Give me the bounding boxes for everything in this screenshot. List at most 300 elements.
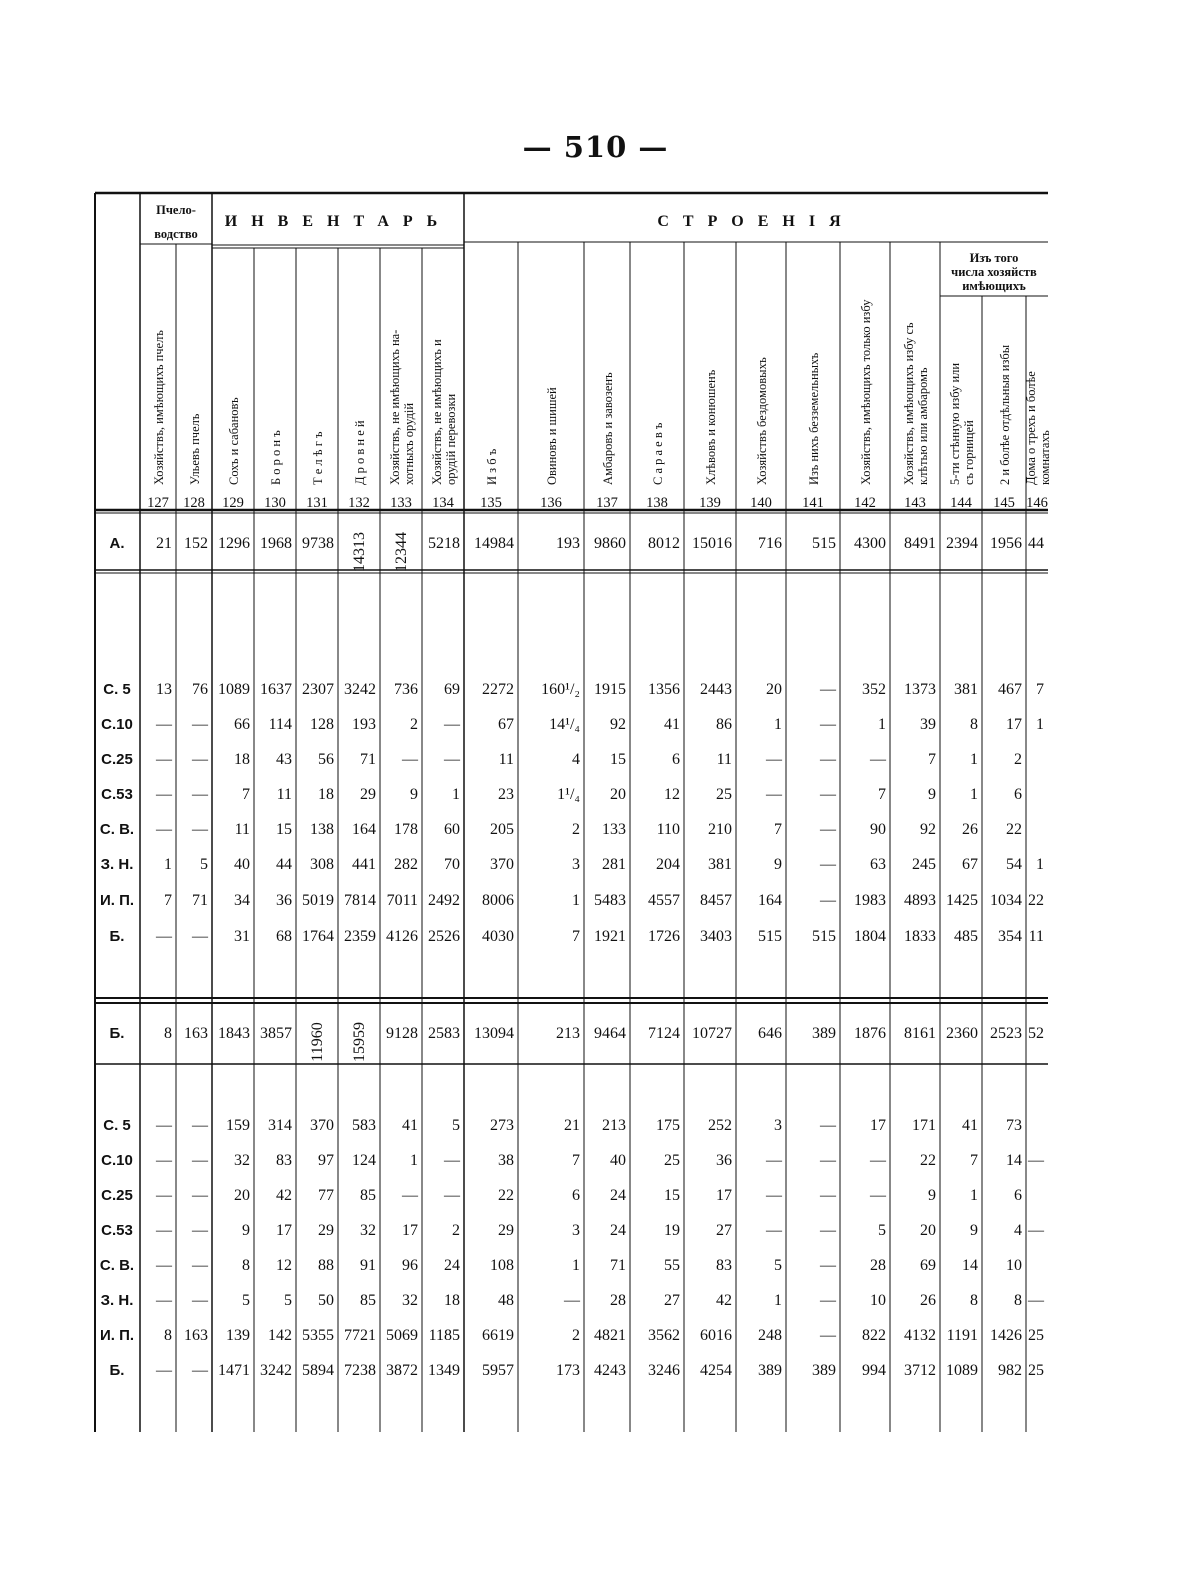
table-row-cell: 63 [870, 856, 886, 873]
table-row-cell: — [820, 821, 836, 838]
section-total-row-cell: 646 [758, 1025, 782, 1042]
table-row-cell: 18 [318, 786, 334, 803]
table-row-cell: 2 [572, 821, 580, 838]
table-row-cell: 11 [1028, 928, 1044, 945]
table-row-cell: 7 [928, 751, 936, 768]
table-row-cell: 1764 [302, 928, 334, 945]
table-row-cell: 11 [234, 821, 250, 838]
table-row-cell: — [820, 751, 836, 768]
table-row-cell: 8 [242, 1257, 250, 1274]
table-row-cell: — [766, 1187, 782, 1204]
table-row-cell: 163 [184, 1327, 208, 1344]
table-row-cell: 77 [318, 1187, 334, 1204]
table-row-cell: 204 [656, 856, 680, 873]
table-row-cell: 160¹/₂ [541, 681, 580, 698]
table-row-cell: 467 [998, 681, 1022, 698]
section-total-row-cell: 12344 [393, 532, 410, 572]
table-row-cell: 3246 [648, 1362, 680, 1379]
section-total-row-cell: 8 [164, 1025, 172, 1042]
table-row-cell: 7 [572, 1152, 580, 1169]
table-row-cell: — [156, 821, 172, 838]
table-row-cell: 17 [1006, 716, 1022, 733]
table-row-cell: 22 [1006, 821, 1022, 838]
table-row-cell: 4 [572, 751, 580, 768]
table-row-cell: 28 [870, 1257, 886, 1274]
section-total-row-cell: 2394 [946, 535, 978, 552]
table-row-cell: — [820, 1117, 836, 1134]
table-row-cell: 21 [564, 1117, 580, 1134]
table-row-cell: — [870, 1187, 886, 1204]
table-row-cell: 3 [572, 856, 580, 873]
table-row-cell: 9 [970, 1222, 978, 1239]
table-row-cell: 1 [572, 892, 580, 909]
table-row-cell: 43 [276, 751, 292, 768]
table-row-cell: 1 [970, 1187, 978, 1204]
table-row-cell: 18 [444, 1292, 460, 1309]
table-row-cell: 1 [452, 786, 460, 803]
table-row-cell: 173 [556, 1362, 580, 1379]
column-number-141: 141 [802, 495, 824, 511]
column-number-130: 130 [264, 495, 286, 511]
column-number-136: 136 [540, 495, 562, 511]
table-row-cell: — [192, 928, 208, 945]
table-row-cell: 441 [352, 856, 376, 873]
table-row-cell: 6016 [700, 1327, 732, 1344]
table-row-cell: 22 [498, 1187, 514, 1204]
table-row-cell: 352 [862, 681, 886, 698]
table-row-cell: 1 [774, 716, 782, 733]
table-row-cell: 1191 [946, 1327, 978, 1344]
table-row-cell: 32 [360, 1222, 376, 1239]
table-row-cell: 1 [878, 716, 886, 733]
table-row-cell: 22 [1028, 892, 1044, 909]
table-row-cell: 24 [444, 1257, 460, 1274]
table-row-cell: 42 [716, 1292, 732, 1309]
table-row-cell: 4254 [700, 1362, 732, 1379]
table-row-cell: — [156, 1187, 172, 1204]
table-row-cell: 2359 [344, 928, 376, 945]
table-row-cell: 822 [862, 1327, 886, 1344]
column-header-139: Хлѣвовъ и конюшенъ [704, 369, 718, 485]
table-row-cell: 381 [954, 681, 978, 698]
table-row-cell: 48 [498, 1292, 514, 1309]
table-row-cell: 97 [318, 1152, 334, 1169]
table-row-cell: 68 [276, 928, 292, 945]
table-row-cell: — [192, 786, 208, 803]
table-row-cell: — [444, 1187, 460, 1204]
section-total-row-cell: 163 [184, 1025, 208, 1042]
table-row-cell: 22 [920, 1152, 936, 1169]
table-row-cell: 85 [360, 1292, 376, 1309]
table-row-cell: 11 [276, 786, 292, 803]
table-row-cell: 245 [912, 856, 936, 873]
section-total-row-cell: 1876 [854, 1025, 886, 1042]
column-header-128: Ульевъ пчелъ [188, 413, 202, 485]
table-row-cell: 41 [962, 1117, 978, 1134]
table-row-cell: 5355 [302, 1327, 334, 1344]
table-row-cell: 193 [352, 716, 376, 733]
column-header-133: хотныхъ орудiй [402, 402, 416, 485]
table-row-cell: 7 [242, 786, 250, 803]
table-row-cell: 583 [352, 1117, 376, 1134]
table-row-cell: 28 [610, 1292, 626, 1309]
table-row-cell: 142 [268, 1327, 292, 1344]
table-row-cell: 4030 [482, 928, 514, 945]
table-row-cell: 1426 [990, 1327, 1022, 1344]
table-row-cell: — [564, 1292, 580, 1309]
table-row-cell: 76 [192, 681, 208, 698]
table-row-cell: 178 [394, 821, 418, 838]
table-row-cell: 282 [394, 856, 418, 873]
table-row-cell: 32 [402, 1292, 418, 1309]
table-row-cell: 1637 [260, 681, 292, 698]
table-row-cell: 1 [410, 1152, 418, 1169]
column-header-137: Амбаровъ и завозенъ [601, 372, 615, 485]
table-row-cell: 36 [276, 892, 292, 909]
section-total-row-cell: 1296 [218, 535, 250, 552]
table-row-cell: 2307 [302, 681, 334, 698]
table-row-cell: 8 [970, 716, 978, 733]
table-row-cell: 24 [610, 1187, 626, 1204]
table-row-cell: 314 [268, 1117, 292, 1134]
table-row-cell: 25 [1028, 1362, 1044, 1379]
table-row-cell: 5 [774, 1257, 782, 1274]
table-row-cell: 273 [490, 1117, 514, 1134]
table-row-cell: 20 [610, 786, 626, 803]
table-row-cell: 29 [498, 1222, 514, 1239]
table-row-cell: 3872 [386, 1362, 418, 1379]
section-total-row-cell: 1956 [990, 535, 1022, 552]
column-number-135: 135 [480, 495, 502, 511]
column-header-138: С а р а е в ъ [651, 422, 665, 485]
table-row-cell: — [1028, 1152, 1044, 1169]
table-row-cell: 40 [234, 856, 250, 873]
table-row-cell: 14 [1006, 1152, 1022, 1169]
section-total-row-cell: 3857 [260, 1025, 292, 1042]
table-row-cell: 354 [998, 928, 1022, 945]
table-row-cell: 7 [878, 786, 886, 803]
column-header-146: Дома о трехъ и болѣе [1024, 371, 1038, 485]
table-row-cell: 4 [1014, 1222, 1022, 1239]
section-total-row-cell: 515 [812, 535, 836, 552]
section-total-row-cell: 8161 [904, 1025, 936, 1042]
buildings-group-title: СТРОЕНIЯ [657, 213, 855, 230]
table-row-cell: 18 [234, 751, 250, 768]
table-row-cell: 252 [708, 1117, 732, 1134]
column-number-144: 144 [950, 495, 972, 511]
table-row-cell: 139 [226, 1327, 250, 1344]
section-total-row-cell: 52 [1028, 1025, 1044, 1042]
table-row-cell: 26 [962, 821, 978, 838]
table-row-cell: 69 [444, 681, 460, 698]
section-total-row-cell: 389 [812, 1025, 836, 1042]
table-row-cell: 3712 [904, 1362, 936, 1379]
table-row-cell: 27 [716, 1222, 732, 1239]
table-row-cell: 6619 [482, 1327, 514, 1344]
table-row-cell: 14 [962, 1257, 978, 1274]
table-row-cell: — [820, 1292, 836, 1309]
section-total-row-cell: 152 [184, 535, 208, 552]
table-row-cell: 2 [1014, 751, 1022, 768]
table-row-cell: 1089 [218, 681, 250, 698]
table-row-cell: 6 [572, 1187, 580, 1204]
column-header-136: Овиновъ и шишей [545, 387, 559, 485]
beekeeping-group-title-1: Пчело- [156, 203, 196, 217]
table-row-cell: 36 [716, 1152, 732, 1169]
column-header-131: Т е л ѣ г ъ [311, 431, 325, 485]
table-row-cell: 994 [862, 1362, 886, 1379]
table-row-label: Б. [109, 928, 125, 945]
table-row-cell: 67 [962, 856, 978, 873]
table-row-cell: 5 [878, 1222, 886, 1239]
table-row-cell: 91 [360, 1257, 376, 1274]
table-row-cell: 5957 [482, 1362, 514, 1379]
table-row-cell: 210 [708, 821, 732, 838]
table-row-cell: 9 [928, 786, 936, 803]
table-row-cell: 8457 [700, 892, 732, 909]
table-row-cell: 25 [716, 786, 732, 803]
table-row-cell: 5 [284, 1292, 292, 1309]
section-total-row-cell: 2360 [946, 1025, 978, 1042]
subgroup-title-line: Изъ того [969, 251, 1019, 265]
table-row-cell: 56 [318, 751, 334, 768]
table-row-cell: — [192, 1117, 208, 1134]
table-row-cell: 370 [310, 1117, 334, 1134]
table-row-cell: 4126 [386, 928, 418, 945]
section-total-row-cell: 9860 [594, 535, 626, 552]
table-row-cell: 6 [1014, 1187, 1022, 1204]
table-row-cell: 25 [1028, 1327, 1044, 1344]
table-row-cell: 20 [920, 1222, 936, 1239]
column-header-144: 5-ти стѣнную избу или [948, 362, 962, 485]
table-row-cell: — [1028, 1292, 1044, 1309]
table-row-cell: 4893 [904, 892, 936, 909]
subgroup-title-line: числа хозяйств [951, 265, 1037, 279]
table-row-cell: 8 [164, 1327, 172, 1344]
table-row-cell: 83 [276, 1152, 292, 1169]
table-row-cell: 485 [954, 928, 978, 945]
table-row-cell: — [192, 821, 208, 838]
table-row-cell: 1089 [946, 1362, 978, 1379]
table-row-cell: 90 [870, 821, 886, 838]
table-row-cell: 8006 [482, 892, 514, 909]
table-row-cell: 124 [352, 1152, 376, 1169]
table-row-cell: 1034 [990, 892, 1022, 909]
table-row-cell: 25 [664, 1152, 680, 1169]
table-row-cell: 2 [410, 716, 418, 733]
table-row-cell: — [820, 1327, 836, 1344]
table-row-cell: 736 [394, 681, 418, 698]
table-row-cell: 3403 [700, 928, 732, 945]
table-row-cell: 83 [716, 1257, 732, 1274]
table-row-cell: 1804 [854, 928, 886, 945]
table-row-cell: 20 [766, 681, 782, 698]
table-row-cell: — [1028, 1222, 1044, 1239]
page-number: — 510 — [522, 130, 669, 164]
table-row-cell: — [870, 1152, 886, 1169]
table-row-label: С.53 [101, 1222, 133, 1239]
table-row-cell: — [192, 1222, 208, 1239]
table-row-cell: 38 [498, 1152, 514, 1169]
column-number-139: 139 [699, 495, 721, 511]
table-row-cell: 6 [672, 751, 680, 768]
section-total-row-label: А. [109, 535, 125, 552]
table-row-cell: 5894 [302, 1362, 334, 1379]
table-row-cell: 71 [610, 1257, 626, 1274]
table-row-cell: 175 [656, 1117, 680, 1134]
section-total-row-cell: 10727 [692, 1025, 732, 1042]
table-row-cell: — [192, 1362, 208, 1379]
table-row-cell: 15 [664, 1187, 680, 1204]
column-number-134: 134 [432, 495, 454, 511]
table-row-cell: 164 [758, 892, 782, 909]
section-total-row-label: Б. [109, 1025, 125, 1042]
table-row-cell: 1 [572, 1257, 580, 1274]
section-total-row-cell: 4300 [854, 535, 886, 552]
table-row-cell: — [820, 1187, 836, 1204]
table-row-cell: — [192, 1292, 208, 1309]
table-row-cell: 10 [1006, 1257, 1022, 1274]
table-row-cell: 7011 [386, 892, 418, 909]
table-row-cell: — [766, 1152, 782, 1169]
section-total-row-cell: 9738 [302, 535, 334, 552]
section-total-row-cell: 8012 [648, 535, 680, 552]
inventory-group-title: ИНВЕНТАРЬ [224, 213, 452, 230]
table-row-cell: — [820, 1152, 836, 1169]
table-row-cell: — [766, 751, 782, 768]
table-row-cell: 39 [920, 716, 936, 733]
table-row-cell: 19 [664, 1222, 680, 1239]
table-row-cell: 7 [572, 928, 580, 945]
column-number-127: 127 [147, 495, 169, 511]
table-row-cell: 1349 [428, 1362, 460, 1379]
table-row-cell: 29 [360, 786, 376, 803]
table-row-cell: 69 [920, 1257, 936, 1274]
table-row-cell: — [444, 751, 460, 768]
table-row-cell: 41 [402, 1117, 418, 1134]
column-header-142: Хозяйствъ, имѣющихъ только избу [859, 299, 873, 485]
table-row-cell: 42 [276, 1187, 292, 1204]
table-row-cell: 1471 [218, 1362, 250, 1379]
table-row-cell: — [766, 786, 782, 803]
table-row-cell: 138 [310, 821, 334, 838]
table-row-cell: 32 [234, 1152, 250, 1169]
table-row-cell: 7 [970, 1152, 978, 1169]
table-row-cell: 1726 [648, 928, 680, 945]
table-row-cell: 6 [1014, 786, 1022, 803]
table-row-cell: 1 [1036, 856, 1044, 873]
table-row-cell: — [820, 1257, 836, 1274]
table-row-cell: 2492 [428, 892, 460, 909]
beekeeping-group-title-2: водство [154, 227, 198, 241]
table-row-cell: 31 [234, 928, 250, 945]
table-row-cell: 23 [498, 786, 514, 803]
table-row-cell: 85 [360, 1187, 376, 1204]
section-total-row-cell: 14313 [351, 532, 368, 572]
section-total-row-cell: 14984 [474, 535, 514, 552]
table-row-cell: 24 [610, 1222, 626, 1239]
table-row-cell: 41 [664, 716, 680, 733]
section-total-row-cell: 8491 [904, 535, 936, 552]
section-total-row-cell: 716 [758, 535, 782, 552]
table-row-cell: 1 [970, 786, 978, 803]
table-row-cell: 1921 [594, 928, 626, 945]
table-row-cell: 71 [360, 751, 376, 768]
table-row-cell: — [402, 751, 418, 768]
table-row-cell: — [156, 1222, 172, 1239]
table-row-cell: 308 [310, 856, 334, 873]
table-row-cell: 96 [402, 1257, 418, 1274]
column-header-135: И з б ъ [485, 448, 499, 485]
table-row-cell: 982 [998, 1362, 1022, 1379]
table-row-label: С. В. [99, 1257, 135, 1274]
table-row-cell: 27 [664, 1292, 680, 1309]
table-row-cell: 5 [452, 1117, 460, 1134]
table-row-cell: 15 [276, 821, 292, 838]
column-header-133: Хозяйствъ, не имѣющихъ на- [388, 329, 402, 485]
column-number-129: 129 [222, 495, 244, 511]
table-row-cell: 67 [498, 716, 514, 733]
column-number-145: 145 [993, 495, 1015, 511]
section-total-row-cell: 11960 [309, 1022, 326, 1062]
section-total-row-cell: 2523 [990, 1025, 1022, 1042]
table-row-cell: 389 [812, 1362, 836, 1379]
table-row-cell: — [192, 1257, 208, 1274]
table-row-cell: 40 [610, 1152, 626, 1169]
table-row-cell: 3562 [648, 1327, 680, 1344]
subgroup-title-line: имѣющихъ [962, 279, 1026, 293]
table-row-cell: — [444, 1152, 460, 1169]
table-row-label: Б. [109, 1362, 125, 1379]
column-header-143: клѣтью или амбаромъ [916, 367, 930, 485]
table-row-cell: — [192, 1187, 208, 1204]
table-row-cell: 114 [268, 716, 292, 733]
table-row-cell: — [156, 1257, 172, 1274]
table-row-cell: 20 [234, 1187, 250, 1204]
table-row-cell: — [444, 716, 460, 733]
table-row-cell: 7 [1036, 681, 1044, 698]
table-row-cell: 1833 [904, 928, 936, 945]
column-number-131: 131 [306, 495, 328, 511]
table-row-cell: — [156, 928, 172, 945]
table-row-cell: 26 [920, 1292, 936, 1309]
table-row-cell: 281 [602, 856, 626, 873]
table-row-label: С.25 [101, 1187, 133, 1204]
table-row-cell: 10 [870, 1292, 886, 1309]
table-row-cell: 171 [912, 1117, 936, 1134]
table-row-label: С. 5 [103, 1117, 131, 1134]
section-total-row-cell: 1968 [260, 535, 292, 552]
table-row-cell: 92 [610, 716, 626, 733]
table-row-cell: — [820, 856, 836, 873]
column-header-140: Хозяйствъ бездомовыхъ [755, 357, 769, 485]
section-total-row-cell: 15016 [692, 535, 732, 552]
column-number-138: 138 [646, 495, 668, 511]
table-row-cell: 1 [1036, 716, 1044, 733]
column-header-144: съ горницей [962, 420, 976, 485]
table-row-cell: — [820, 892, 836, 909]
table-row-cell: — [402, 1187, 418, 1204]
table-row-cell: 17 [870, 1117, 886, 1134]
column-header-132: Д р о в н е й [353, 420, 367, 485]
table-row-cell: — [820, 716, 836, 733]
table-row-cell: 66 [234, 716, 250, 733]
section-total-row-cell: 1843 [218, 1025, 250, 1042]
table-row-cell: 3242 [260, 1362, 292, 1379]
section-total-row-cell: 44 [1028, 535, 1044, 552]
column-header-143: Хозяйствъ, имѣющихъ избу съ [902, 322, 916, 485]
table-row-cell: 381 [708, 856, 732, 873]
